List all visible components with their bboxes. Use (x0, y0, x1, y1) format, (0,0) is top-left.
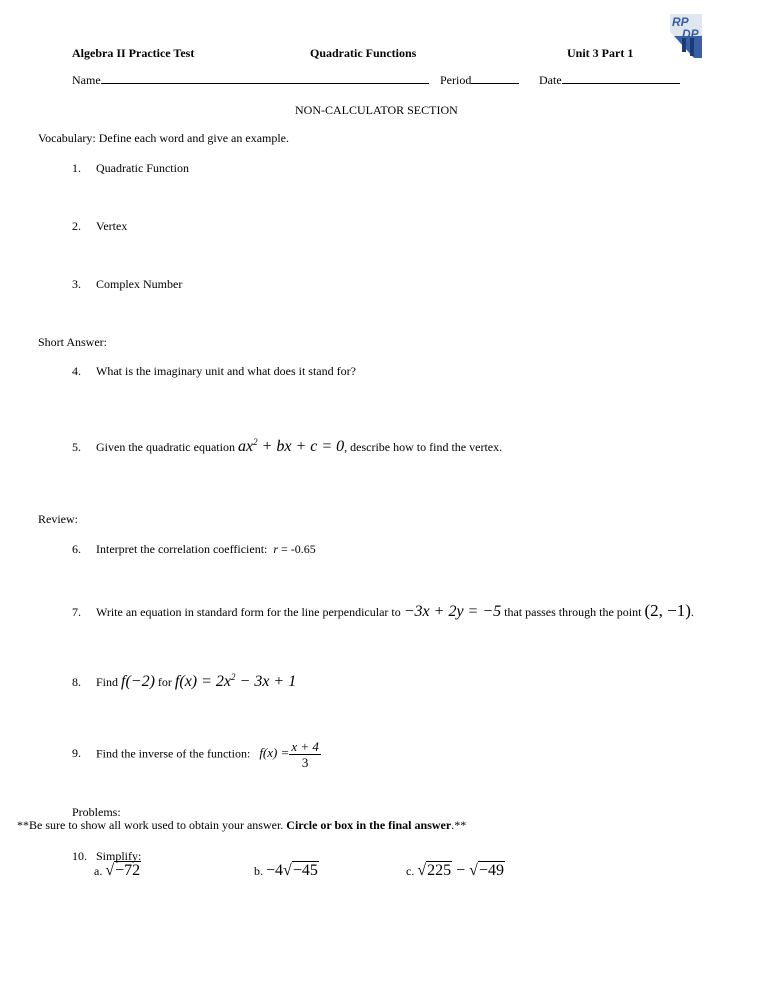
svg-text:RP: RP (672, 15, 689, 29)
review-heading: Review: (38, 512, 78, 526)
vocab-item-2: 2. Vertex (72, 219, 128, 233)
date-blank[interactable] (562, 72, 680, 84)
point: (2, −1) (644, 601, 691, 620)
function-call: f(−2) (121, 673, 155, 690)
inverse-function: f(x) = $\frac{x + 4}{3}$ (259, 739, 319, 770)
vocabulary-heading: Vocabulary: Define each word and give an example. (38, 131, 290, 145)
name-label: Name (72, 73, 101, 87)
q10-part-a: a. √−72 (94, 862, 141, 879)
quadratic-equation: $ax^2$ + bx + c = 0 (237, 437, 345, 455)
name-blank[interactable] (101, 72, 429, 84)
question-7: 7. Write an equation in standard form for the line perpendicular to −3x + 2y = −5 that passes through the point (2, −1). (72, 601, 694, 620)
name-field[interactable] (72, 72, 429, 88)
q10-part-b: b. −4√−45 (254, 862, 318, 879)
question-8: 8. Find f(−2) for $f(x) = 2x^2 - 3x + 1$ (72, 672, 297, 690)
period-label: Period (440, 73, 472, 87)
header-left-title: Algebra II Practice Test (72, 46, 195, 60)
vocab-item-1: 1. Quadratic Function (72, 161, 189, 175)
date-label: Date (539, 73, 562, 87)
question-9: 9. Find the inverse of the function: f(x) = $\frac{x + 4}{3}$ (72, 739, 319, 770)
line-equation: −3x + 2y = −5 (403, 603, 502, 620)
school-logo (668, 12, 704, 60)
header-center-title: Quadratic Functions (310, 46, 417, 60)
question-4: 4. What is the imaginary unit and what does it stand for? (72, 364, 356, 378)
problems-heading: Problems: (72, 805, 121, 819)
period-blank[interactable] (471, 72, 519, 84)
q10-part-c: c. √225 − √−49 (406, 862, 504, 879)
short-answer-heading: Short Answer: (38, 335, 107, 349)
question-6: 6. Interpret the correlation coefficient: r = -0.65 (72, 542, 316, 556)
vocab-item-3: 3. Complex Number (72, 277, 183, 291)
problems-instructions: **Be sure to show all work used to obtain your answer. Circle or box in the final answer.** (17, 818, 467, 832)
date-field[interactable] (539, 72, 680, 88)
question-10: 10. Simplify: (72, 849, 142, 863)
question-5: 5. Given the quadratic equation $ax^2$ + bx + c = 0, describe how to find the vertex. (72, 437, 503, 455)
period-field[interactable] (440, 72, 519, 88)
section-title: NON-CALCULATOR SECTION (295, 103, 458, 117)
header-right-title: Unit 3 Part 1 (567, 46, 634, 60)
svg-text:DP: DP (682, 27, 699, 41)
function-definition: $f(x) = 2x^2 - 3x + 1$ (174, 672, 297, 690)
